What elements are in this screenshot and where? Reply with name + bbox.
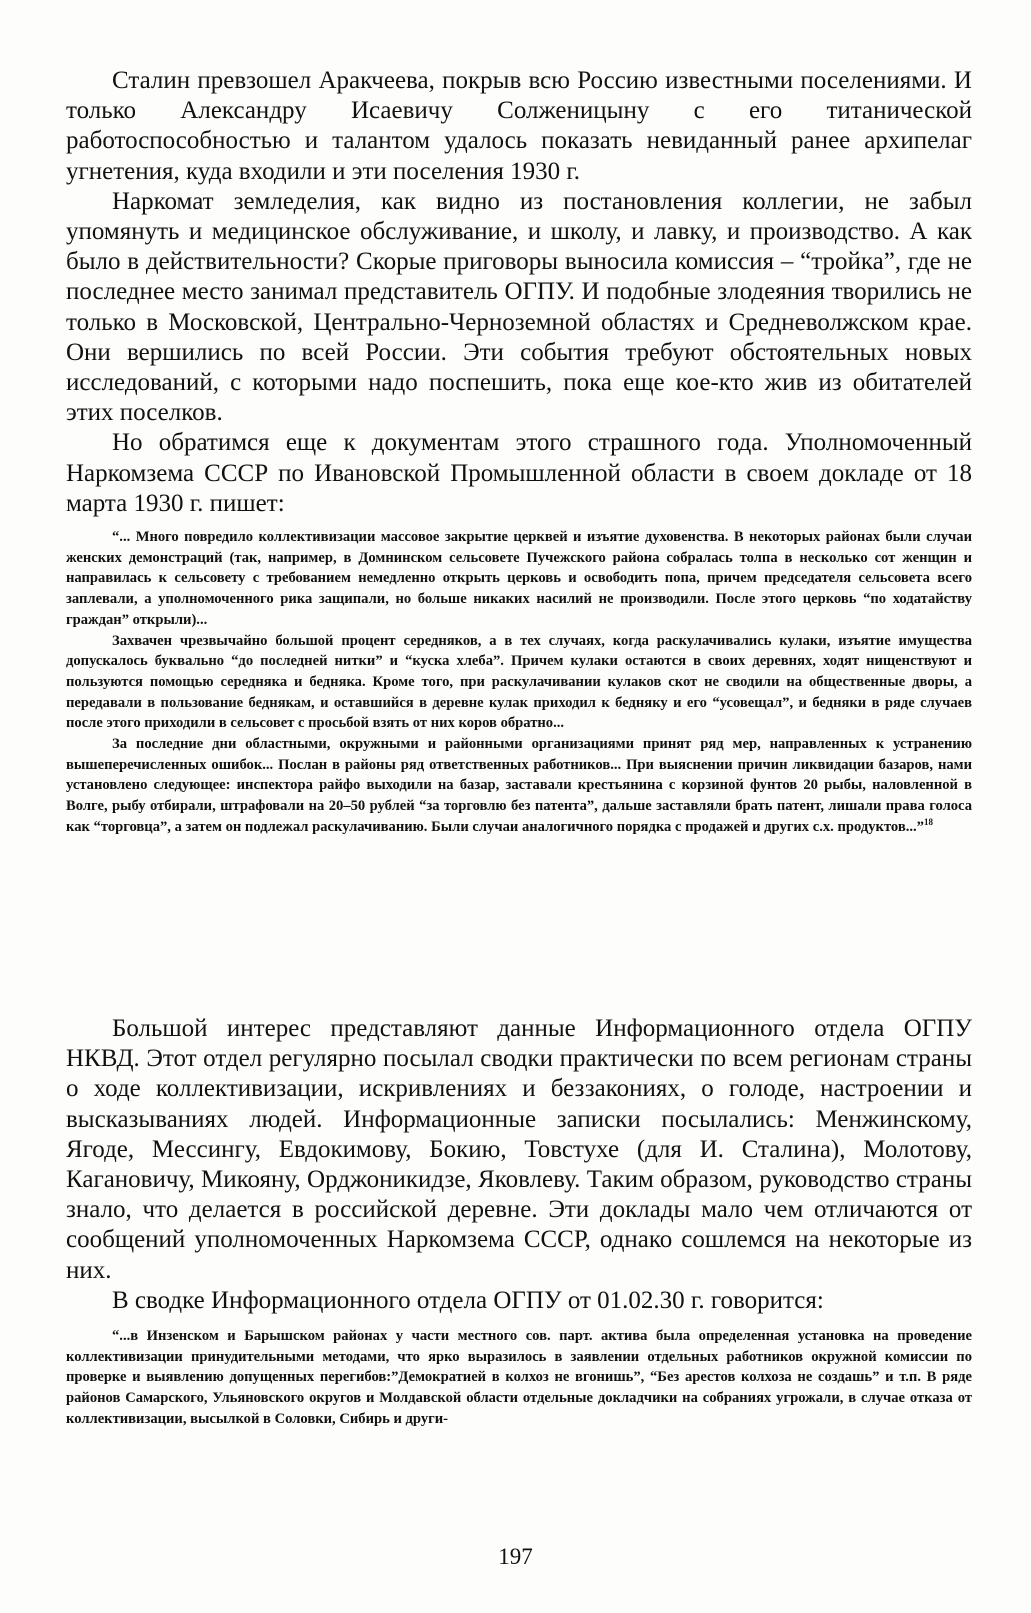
- paragraph: Наркомат земледелия, как видно из постановления коллегии, не забыл упомянуть и медицинское обслуживание, и школу, и лавку, и производство. А как было в действительности? Скорые приговоры выносила комиссия – “тройка”, где не последнее место занимал представитель ОГПУ. И подобные злодеяния творились не только в Московской, Центрально-Черноземной областях и Средневолжском крае. Они вершились по всей России. Эти события требуют обстоятельных новых исследований, с которыми надо поспешить, пока еще кое-кто жив из обитателей этих поселков.: [66, 187, 972, 427]
- paragraph: Сталин превзошел Аракчеева, покрыв всю Россию известными поселениями. И только Александру Исаевичу Солженицыну с его титанической работоспособностью и талантом удалось показать невиданный ранее архипелаг угнетения, куда входили и эти поселения 1930 г.: [66, 67, 972, 185]
- quote-paragraph: “...в Инзенском и Барышском районах у части местного сов. парт. актива была определенная установка на проведение коллективизации принудительными методами, что ярко выразилось в заявлении отдельных работников окружной комиссии по проверке и выявлению допущенных перегибов:”Демократией в колхоз не вгонишь”, “Без арестов колхоза не создашь” и т.п. В ряде районов Самарского, Ульяновского округов и Молдавской области отдельные докладчики на собраниях угрожали, в случае отказа от коллективизации, высылкой в Соловки, Сибирь и други-: [66, 1328, 972, 1427]
- footnote-ref: 18: [923, 816, 933, 827]
- section-2: [66, 1014, 972, 1316]
- quote-block-1: [66, 527, 972, 838]
- paragraph: В сводке Информационного отдела ОГПУ от 01.02.30 г. говорится:: [112, 1286, 824, 1314]
- paragraph: Но обратимся еще к документам этого страшного года. Уполномоченный Наркомзема СССР по Ивановской Промышленной области в своем докладе от 18 марта 1930 г. пишет:: [66, 429, 972, 517]
- quote-paragraph: Захвачен чрезвычайно большой процент середняков, а в тех случаях, когда раскулачивались кулаки, изъятие имущества допускалось буквально “до последней нитки” и “куска хлеба”. Причем кулаки остаются в своих деревнях, ходят нищенствуют и пользуются помощью середняка и бедняка. Кроме того, при раскулачивании кулаков скот не сводили на общественные дворы, а передавали в пользование беднякам, и оставшийся в деревне кулак приходил к бедняку и его “усовещал”, и бедняки в ряде случаев после этого приходили в сельсовет с просьбой взять от них коров обратно...: [66, 632, 972, 732]
- page-number: 197: [498, 1544, 533, 1569]
- quote-paragraph: [66, 734, 972, 838]
- quote-block-2: [66, 1326, 972, 1430]
- section-1: [66, 66, 972, 519]
- quote-paragraph: “... Много повредило коллективизации массовое закрытие церквей и изъятие духовенства. В некоторых районах были случаи женских демонстраций (так, например, в Домнинском сельсовете Пучежского района собралась толпа в несколько сот женщин и направилась к сельсовету с требованием немедленно открыть церковь и освободить попа, причем председателя сельсовета всего заплевали, а уполномоченного рика защипали, но больше никаких насилий не производили. После этого церковь “по ходатайству граждан” открыли)...: [66, 529, 972, 628]
- paragraph: Большой интерес представляют данные Информационного отдела ОГПУ НКВД. Этот отдел регулярно посылал сводки практически по всем регионам страны о ходе коллективизации, искривлениях и беззакониях, о голоде, настроении и высказываниях людей. Информационные записки посылались: Менжинскому, Ягоде, Мессингу, Евдокимову, Бокию, Товстухе (для И. Сталина), Молотову, Кагановичу, Микояну, Орджоникидзе, Яковлеву. Таким образом, руководство страны знало, что делается в российской деревне. Эти доклады мало чем отличаются от сообщений уполномоченных Наркомзема СССР, однако сошлемся на некоторые из них.: [66, 1015, 972, 1284]
- quote-text: За последние дни областными, окружными и районными организациями принят ряд мер, направленных к устранению вышеперечисленных ошибок... Послан в районы ряд ответственных работников... При выяснении причин ликвидации базаров, нами установлено следующее: инспектора райфо выходили на базар, заставали крестьянина с корзиной фунтов 20 рыбы, наловленной в Волге, рыбу отбирали, штрафовали на 20–50 рублей “за торговлю без патента”, дальше заставляли брать патент, лишали права голоса как “торговца”, а затем он подлежал раскулачиванию. Были случаи аналогичного порядка с продажей и других с.х. продуктов...”: [66, 736, 972, 835]
